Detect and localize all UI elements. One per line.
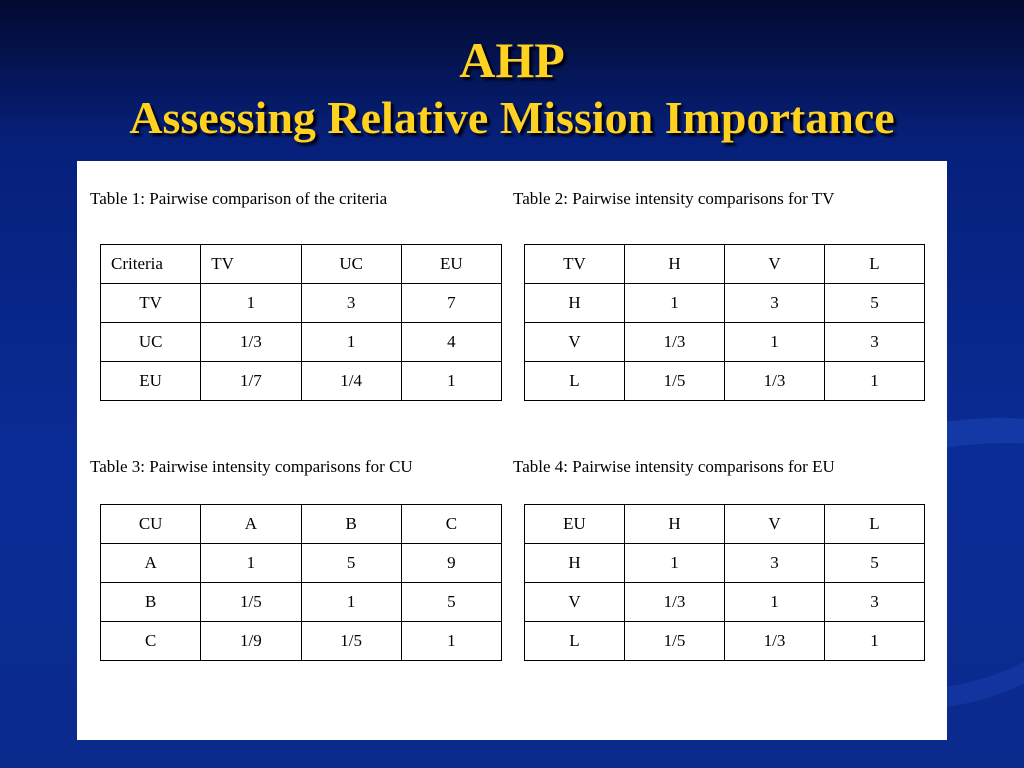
table-header-cell: L: [825, 245, 925, 284]
table-header-cell: V: [725, 245, 825, 284]
table-cell: 1: [401, 362, 501, 401]
table2-caption: Table 2: Pairwise intensity comparisons for TV: [513, 189, 835, 208]
slide-title: [0, 30, 1024, 146]
table-cell: 1/3: [201, 323, 301, 362]
table-row: [525, 362, 925, 401]
table-cell: 5: [301, 544, 401, 583]
table-cell: 1/7: [201, 362, 301, 401]
table-row: [101, 362, 502, 401]
table4-caption: Table 4: Pairwise intensity comparisons for EU: [513, 457, 835, 476]
table-row-label: A: [101, 544, 201, 583]
table-cell: 1/4: [301, 362, 401, 401]
table-cell: 1: [725, 583, 825, 622]
table-header-row: [525, 505, 925, 544]
content-panel: [77, 161, 947, 740]
table1-caption: Table 1: Pairwise comparison of the criteria: [90, 189, 388, 208]
table-header-cell: B: [301, 505, 401, 544]
table-row-label: V: [525, 323, 625, 362]
table-cell: 1: [201, 544, 301, 583]
table-cell: 1/5: [625, 622, 725, 661]
table-cell: 5: [825, 544, 925, 583]
table-row: [101, 583, 502, 622]
table-cell: 1: [825, 362, 925, 401]
table-row: [525, 323, 925, 362]
table-header-cell: Criteria: [101, 245, 201, 284]
table-row: [525, 284, 925, 323]
table-cell: 1: [625, 284, 725, 323]
slide-title-line1: AHP: [459, 32, 565, 88]
table-header-cell: TV: [201, 245, 301, 284]
table-cell: 1/9: [201, 622, 301, 661]
table-header-cell: EU: [525, 505, 625, 544]
table-row: [101, 284, 502, 323]
table-cell: 5: [401, 583, 501, 622]
table-row: [525, 622, 925, 661]
table-header-cell: V: [725, 505, 825, 544]
table-cell: 1/3: [625, 323, 725, 362]
table-cell: 3: [825, 323, 925, 362]
table-cell: 1: [301, 583, 401, 622]
table1-criteria-comparison: [100, 244, 502, 401]
table-cell: 1/3: [725, 362, 825, 401]
table-cell: 1: [825, 622, 925, 661]
table-cell: 1: [725, 323, 825, 362]
table-row: [101, 622, 502, 661]
table-cell: 3: [725, 544, 825, 583]
table-row: [101, 544, 502, 583]
table-row-label: TV: [101, 284, 201, 323]
table-row-label: H: [525, 284, 625, 323]
table-row: [525, 583, 925, 622]
table-header-cell: CU: [101, 505, 201, 544]
table-cell: 7: [401, 284, 501, 323]
table3-cu-comparison: [100, 504, 502, 661]
table-header-row: [101, 245, 502, 284]
table-header-row: [101, 505, 502, 544]
table-row-label: C: [101, 622, 201, 661]
table-row-label: V: [525, 583, 625, 622]
table-header-row: [525, 245, 925, 284]
table-cell: 1/5: [301, 622, 401, 661]
table-cell: 1: [401, 622, 501, 661]
table-cell: 3: [725, 284, 825, 323]
table-cell: 1/5: [201, 583, 301, 622]
table-header-cell: L: [825, 505, 925, 544]
table-cell: 1/5: [625, 362, 725, 401]
table-cell: 4: [401, 323, 501, 362]
table-cell: 3: [825, 583, 925, 622]
table-header-cell: UC: [301, 245, 401, 284]
table-header-cell: H: [625, 245, 725, 284]
table3-caption: Table 3: Pairwise intensity comparisons for CU: [90, 457, 413, 476]
table-cell: 1: [625, 544, 725, 583]
table-row-label: L: [525, 362, 625, 401]
table-header-cell: H: [625, 505, 725, 544]
table-row: [525, 544, 925, 583]
table-row-label: H: [525, 544, 625, 583]
table-cell: 1/3: [625, 583, 725, 622]
slide-title-line2: Assessing Relative Mission Importance: [129, 92, 895, 143]
table2-tv-comparison: [524, 244, 925, 401]
table-cell: 5: [825, 284, 925, 323]
table-header-cell: EU: [401, 245, 501, 284]
table-cell: 1: [301, 323, 401, 362]
table-cell: 1: [201, 284, 301, 323]
table-cell: 3: [301, 284, 401, 323]
table-row: [101, 323, 502, 362]
table-row-label: UC: [101, 323, 201, 362]
table4-eu-comparison: [524, 504, 925, 661]
table-row-label: L: [525, 622, 625, 661]
table-cell: 9: [401, 544, 501, 583]
table-cell: 1/3: [725, 622, 825, 661]
table-row-label: B: [101, 583, 201, 622]
table-header-cell: A: [201, 505, 301, 544]
table-header-cell: TV: [525, 245, 625, 284]
table-row-label: EU: [101, 362, 201, 401]
table-header-cell: C: [401, 505, 501, 544]
